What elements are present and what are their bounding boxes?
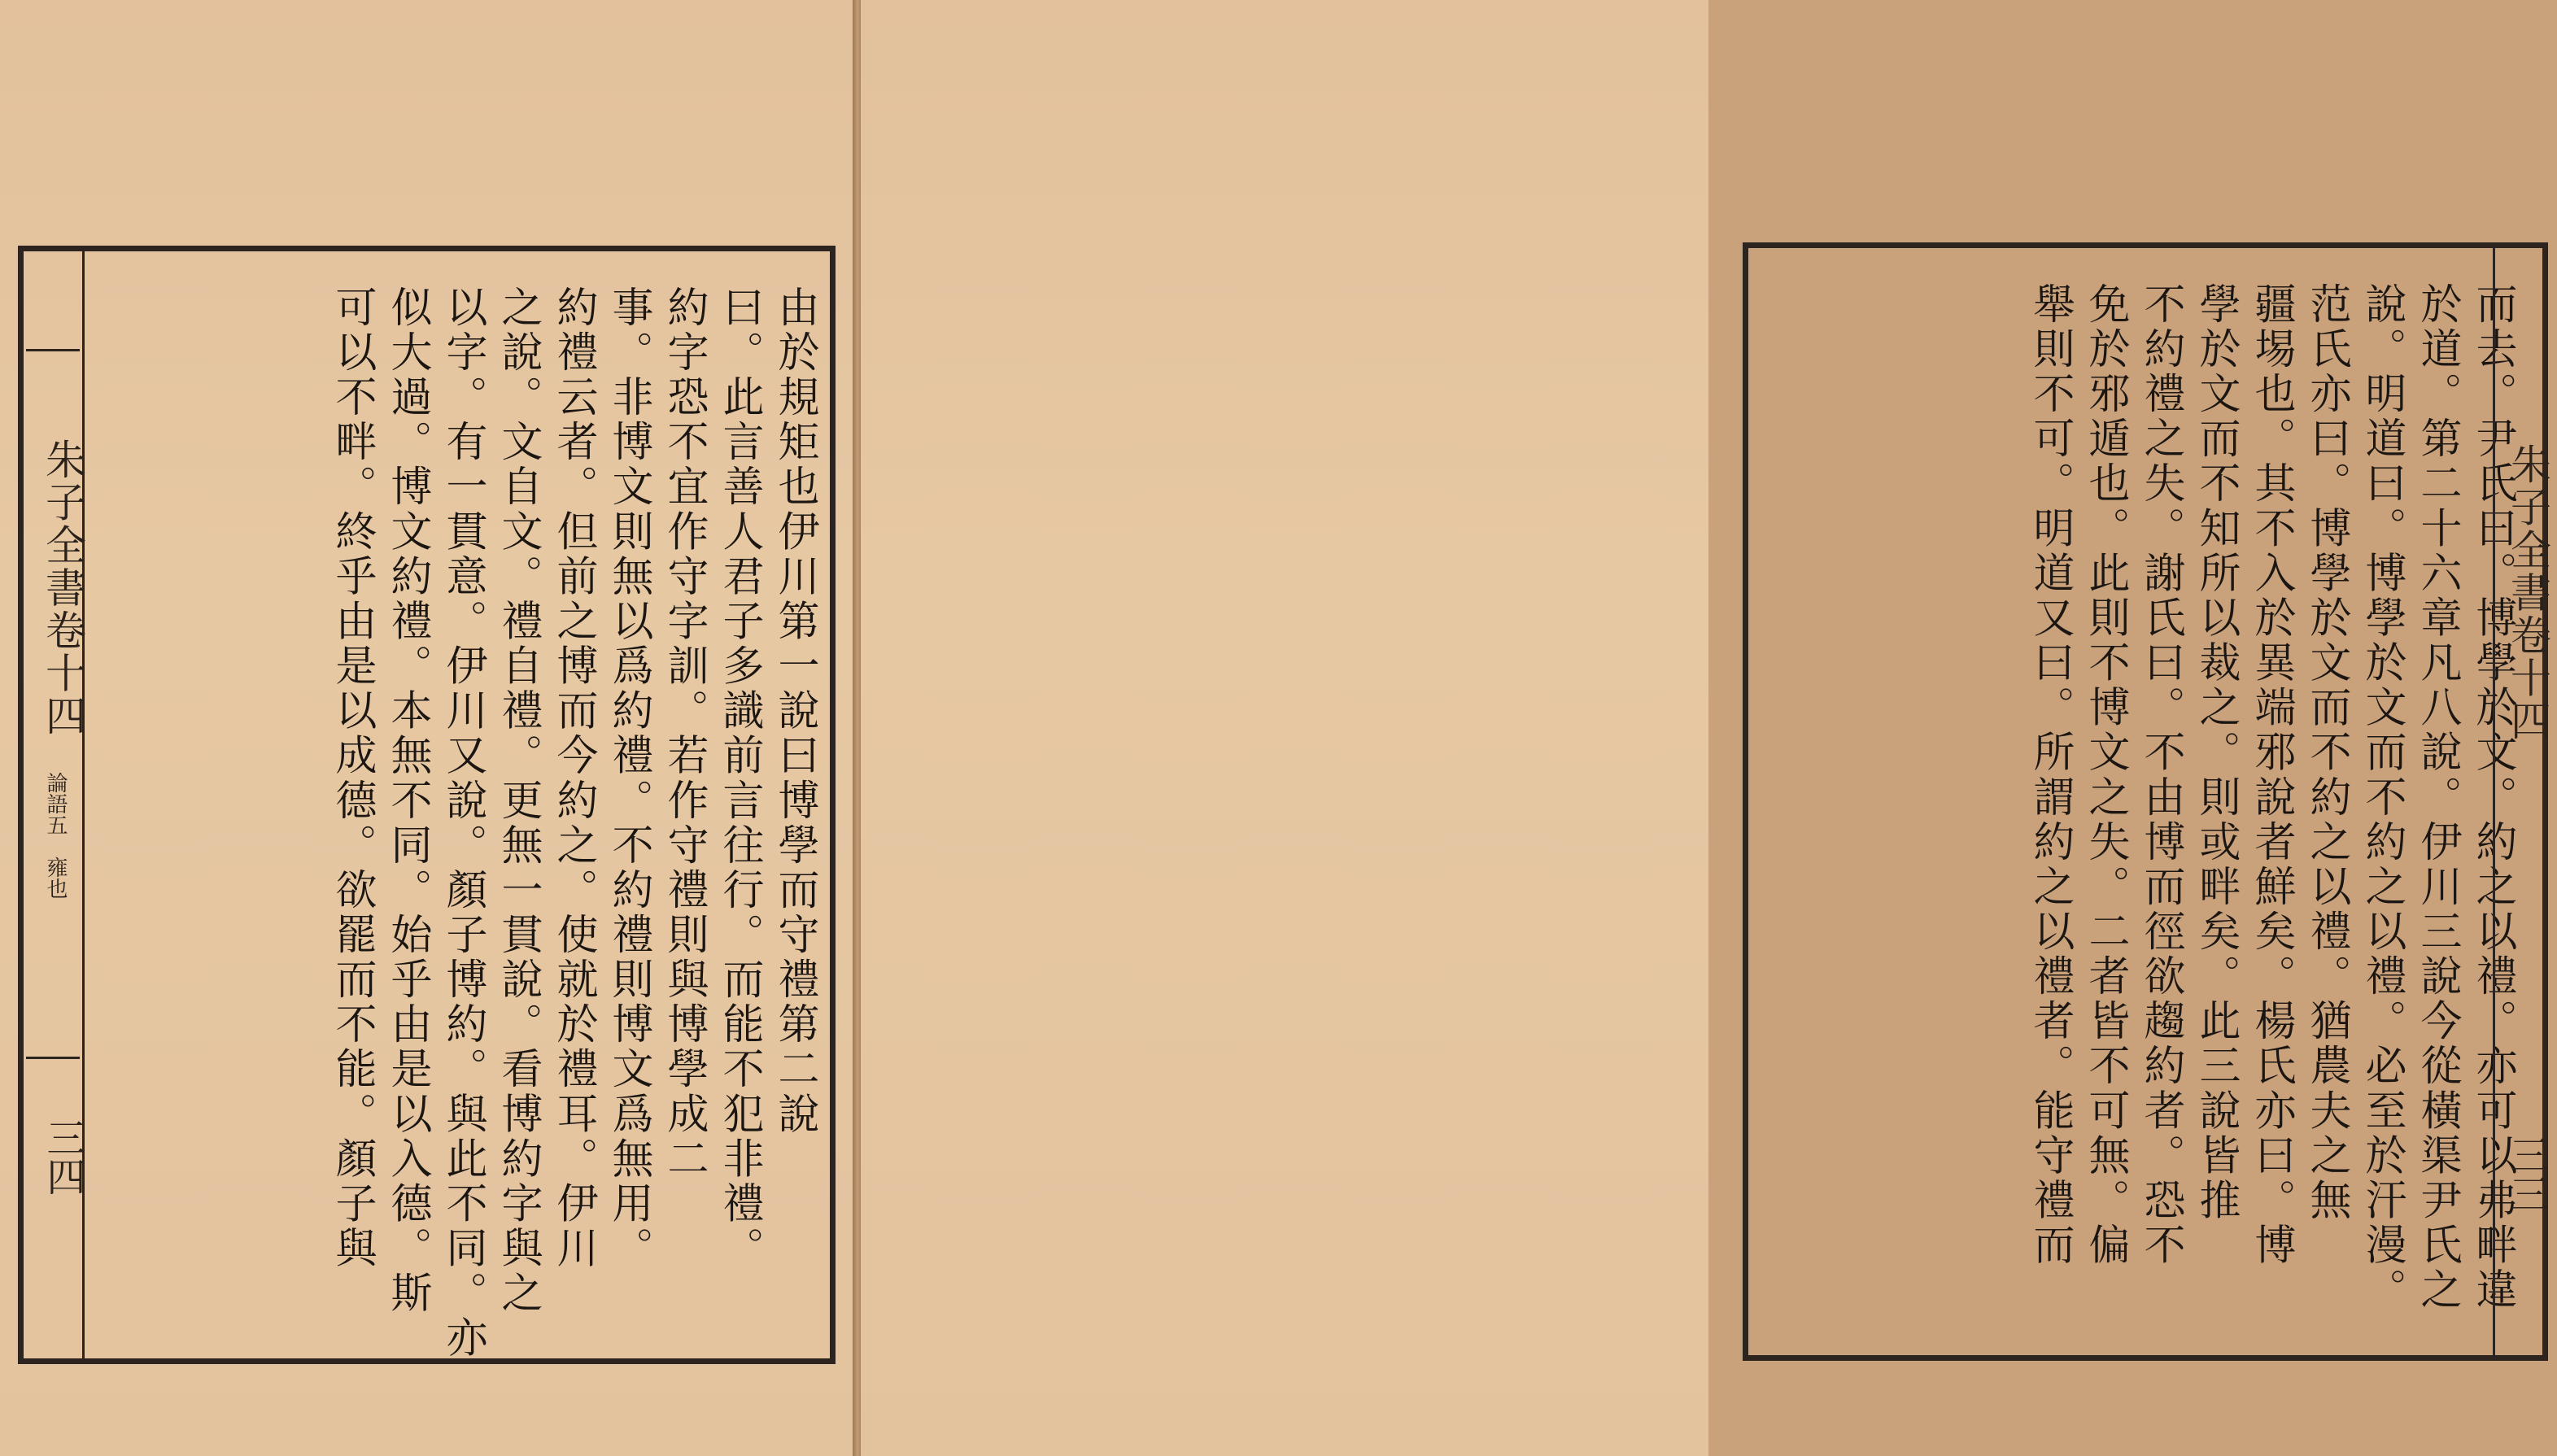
text-column: 似大過。博文約禮。本無不同。始乎由是以入德。斯 xyxy=(383,286,431,1316)
left-page-margin-strip xyxy=(24,251,85,1358)
text-column: 事。非博文則無以爲約禮。不約禮則博文爲無用。 xyxy=(604,286,652,1271)
right-page-text xyxy=(1787,282,2520,1340)
right-page xyxy=(861,0,2551,1456)
text-column: 而去。尹氏曰。博學於文。約之以禮。亦可以弗畔違 xyxy=(2468,282,2516,1313)
text-column: 說。明道曰。博學於文而不約之以禮。必至於汗漫。 xyxy=(2358,282,2406,1313)
text-column: 以字。有一貫意。伊川又說。顏子博約。與此不同。亦 xyxy=(439,286,487,1361)
right-folio-number: 三三 xyxy=(2503,1135,2549,1213)
fishtail-mark-upper xyxy=(26,349,80,387)
text-column: 之說。文自文。禮自禮。更無一貫說。看博約字與之 xyxy=(494,286,542,1316)
text-column: 疆埸也。其不入於異端邪說者鮮矣。楊氏亦曰。博 xyxy=(2247,282,2295,1268)
text-column: 可以不畔。終乎由是以成德。欲罷而不能。顏子與 xyxy=(328,286,376,1271)
text-column: 學於文而不知所以裁之。則或畔矣。此三說皆推 xyxy=(2192,282,2240,1223)
right-margin-title: 朱子全書卷十四 xyxy=(2504,443,2551,743)
text-column: 免於邪遁也。此則不博文之失。二者皆不可無。偏 xyxy=(2081,282,2129,1268)
text-column: 舉則不可。明道又曰。所謂約之以禮者。能守禮而 xyxy=(2026,282,2074,1268)
text-column: 於道。第二十六章凡八說。伊川三說今從橫渠尹氏之 xyxy=(2413,282,2461,1313)
fishtail-mark-lower xyxy=(26,1057,80,1095)
text-column: 由於規矩也伊川第一說曰博學而守禮第二說 xyxy=(770,286,818,1137)
text-column: 不約禮之失。謝氏曰。不由博而徑欲趨約者。恐不 xyxy=(2136,282,2184,1268)
right-page-margin-strip xyxy=(2493,248,2551,1355)
text-column: 范氏亦曰。博學於文而不約之以禮。猶農夫之無 xyxy=(2302,282,2350,1223)
left-margin-subtitle: 論語五 雍也 xyxy=(43,772,68,899)
right-page-frame xyxy=(1743,242,2551,1361)
left-page-frame xyxy=(18,246,836,1364)
text-column: 約禮云者。但前之博而今約之。使就於禮耳。伊川 xyxy=(549,286,597,1271)
left-page-text xyxy=(89,286,822,1361)
text-column: 約字恐不宜作守字訓。若作守禮則與博學成二 xyxy=(660,286,708,1182)
left-margin-title: 朱子全書卷十四 xyxy=(39,438,86,738)
left-folio-number: 三四 xyxy=(40,1118,85,1196)
left-page xyxy=(0,0,854,1456)
text-column: 曰。此言善人君子多識前言往行。而能不犯非禮。 xyxy=(715,286,763,1271)
